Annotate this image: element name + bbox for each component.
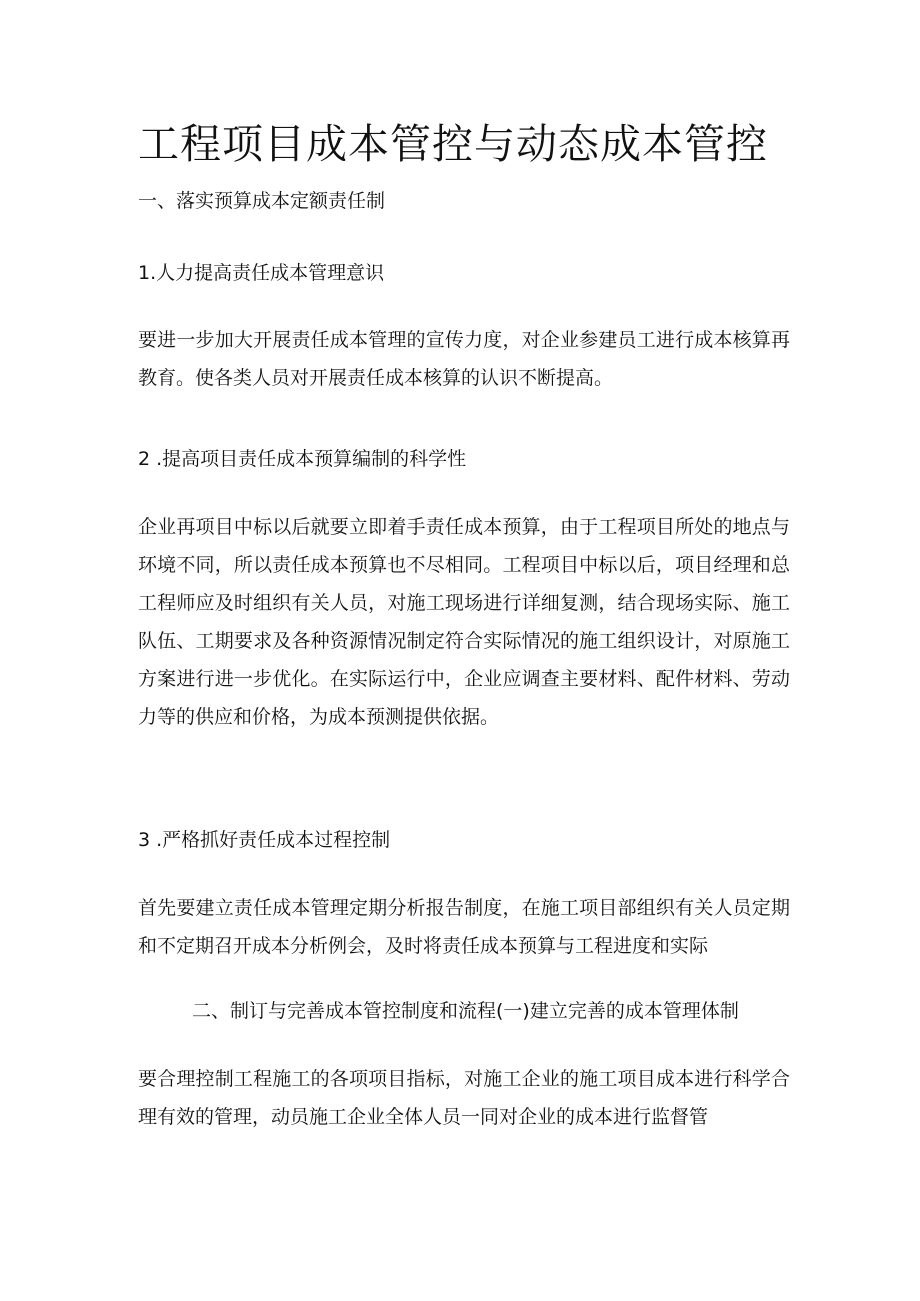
paragraph-1: 要进一步加大开展责任成本管理的宣传力度，对企业参建员工进行成本核算再教育。使各类人员对开展责任成本核算的认识不断提高。 (138, 329, 790, 389)
paragraph-3: 首先要建立责任成本管理定期分析报告制度，在施工项目部组织有关人员定期和不定期召开成本分析例会，及时将责任成本预算与工程进度和实际 (138, 897, 790, 957)
section-heading-1: 一、落实预算成本定额责任制 (138, 190, 386, 212)
subheading-3: 3 .严格抓好责任成本过程控制 (138, 829, 391, 851)
document-title: 工程项目成本管控与动态成本管控 (138, 120, 768, 168)
paragraph-4: 要合理控制工程施工的各项项目指标，对施工企业的施工项目成本进行科学合理有效的管理，动员施工企业全体人员一同对企业的成本进行监督管 (138, 1068, 790, 1128)
paragraph-2: 企业再项目中标以后就要立即着手责任成本预算，由于工程项目所处的地点与环境不同，所以责任成本预算也不尽相同。工程项目中标以后，项目经理和总工程师应及时组织有关人员，对施工现场进行详细复测，结合现场实际、施工队伍、工期要求及各种资源情况制定符合实际情况的施工组织设计，对原施工方案进行进一步优化。在实际运行中，企业应调查主要材料、配件材料、劳动力等的供应和价格，为成本预测提供依据。 (138, 516, 790, 728)
subheading-2: 2 .提高项目责任成本预算编制的科学性 (138, 448, 467, 470)
subheading-1: 1.人力提高责任成本管理意识 (138, 262, 385, 284)
section-heading-2: 二、制订与完善成本管控制度和流程(一)建立完善的成本管理体制 (192, 1000, 739, 1022)
